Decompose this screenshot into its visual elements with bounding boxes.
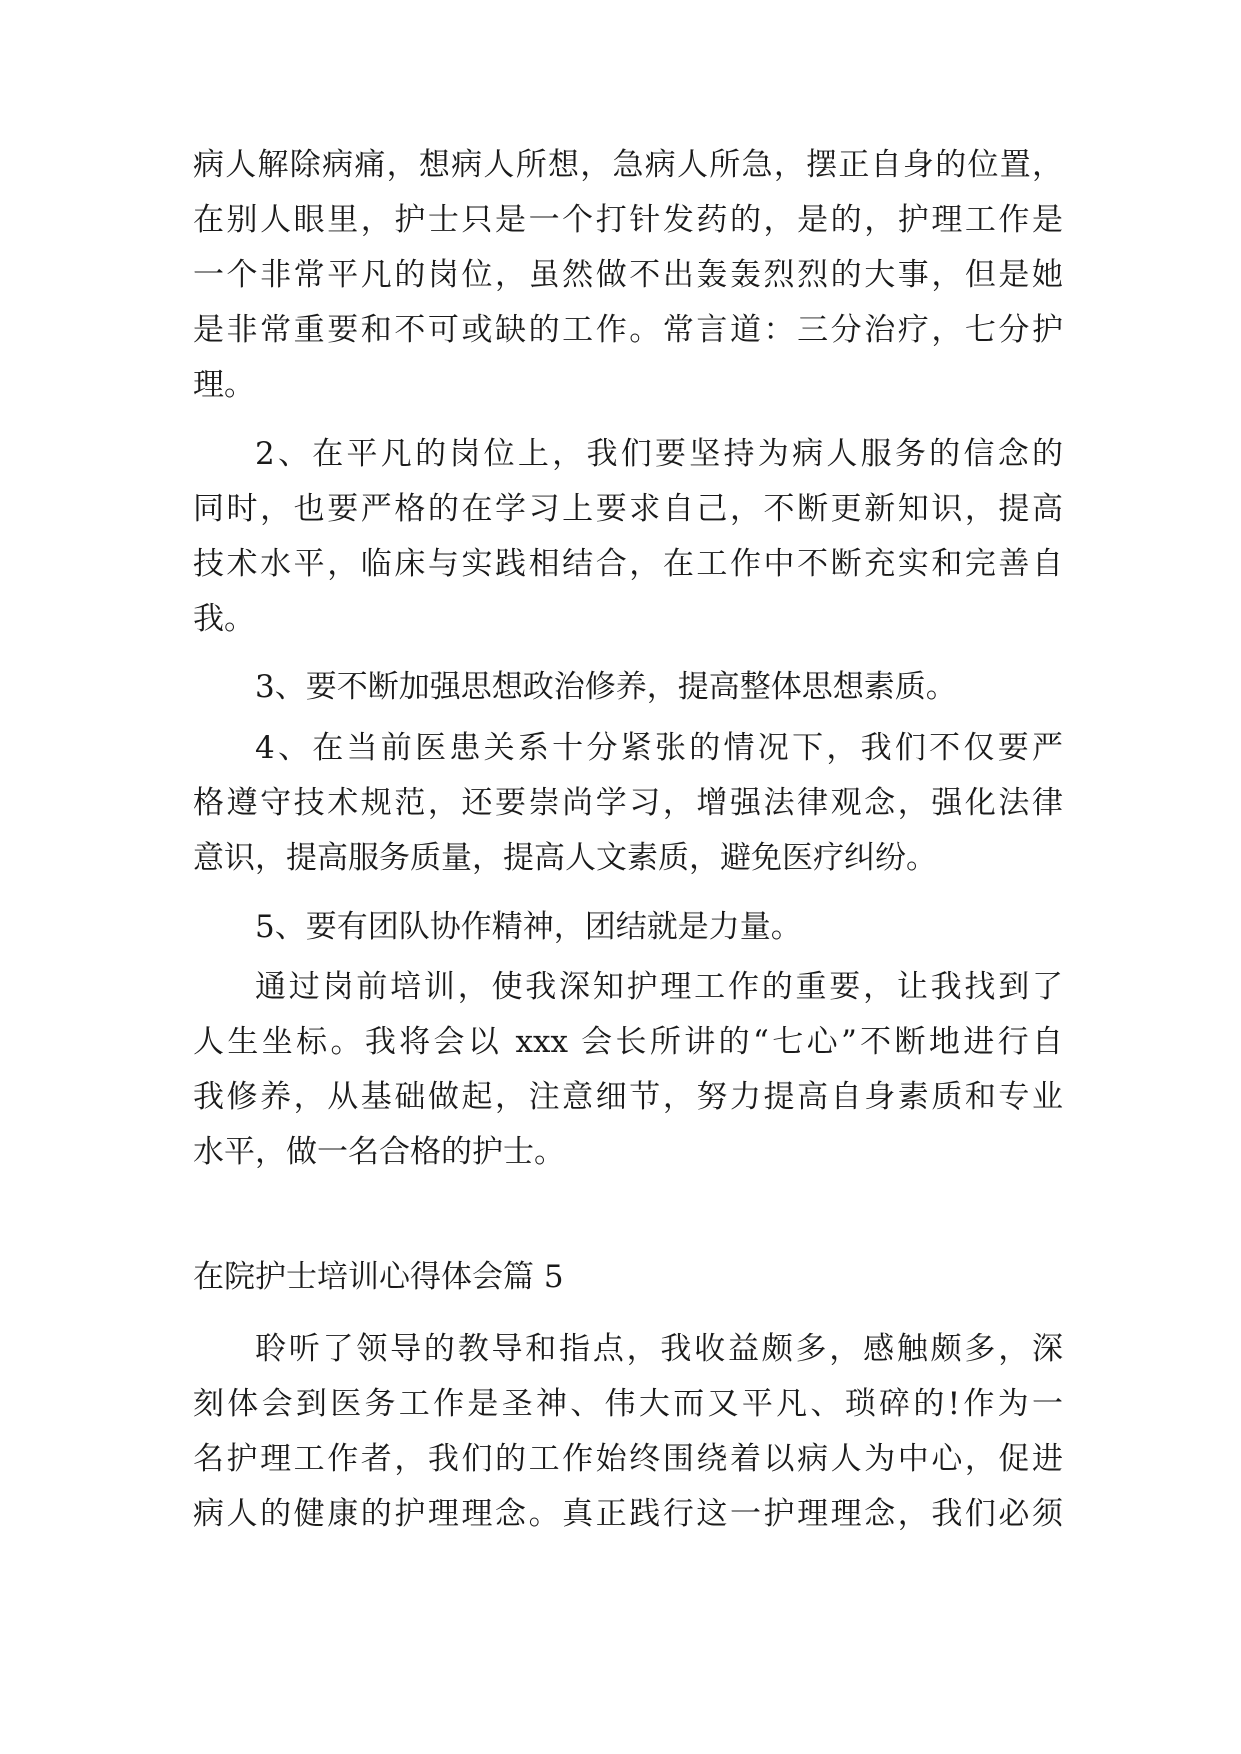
paragraph-line: 5、要有团队协作精神，团结就是力量。 — [255, 909, 802, 945]
paragraph-line: 4、在当前医患关系十分紧张的情况下，我们不仅要严 — [255, 730, 1063, 766]
paragraph-line: 病人的健康的护理理念。真正践行这一护理理念，我们必须 — [193, 1496, 1063, 1532]
paragraph-line: 同时，也要严格的在学习上要求自己，不断更新知识，提高 — [193, 491, 1063, 527]
paragraph-line: 刻体会到医务工作是圣神、伟大而又平凡、琐碎的!作为一 — [193, 1386, 1063, 1422]
paragraph-line: 水平，做一名合格的护士。 — [193, 1134, 565, 1170]
paragraph-line: 一个非常平凡的岗位，虽然做不出轰轰烈烈的大事，但是她 — [193, 257, 1063, 293]
paragraph-line: 理。 — [193, 367, 255, 403]
paragraph-line: 人生坐标。我将会以 xxx 会长所讲的“七心”不断地进行自 — [193, 1024, 1063, 1060]
paragraph-line: 名护理工作者，我们的工作始终围绕着以病人为中心，促进 — [193, 1441, 1063, 1477]
paragraph-line: 病人解除病痛，想病人所想，急病人所急，摆正自身的位置， — [193, 147, 1063, 183]
paragraph-line: 格遵守技术规范，还要崇尚学习，增强法律观念，强化法律 — [193, 785, 1063, 821]
paragraph-line: 聆听了领导的教导和指点，我收益颇多，感触颇多，深 — [255, 1331, 1063, 1367]
paragraph-line: 我修养，从基础做起，注意细节，努力提高自身素质和专业 — [193, 1079, 1063, 1115]
paragraph-line: 意识，提高服务质量，提高人文素质，避免医疗纠纷。 — [193, 840, 937, 876]
paragraph-line: 2、在平凡的岗位上，我们要坚持为病人服务的信念的 — [255, 436, 1063, 472]
paragraph-line: 是非常重要和不可或缺的工作。常言道：三分治疗，七分护 — [193, 312, 1063, 348]
paragraph-line: 技术水平，临床与实践相结合，在工作中不断充实和完善自 — [193, 546, 1063, 582]
paragraph-line: 我。 — [193, 601, 255, 637]
paragraph-line: 通过岗前培训，使我深知护理工作的重要，让我找到了 — [255, 969, 1063, 1005]
paragraph-line: 3、要不断加强思想政治修养，提高整体思想素质。 — [255, 669, 957, 705]
section-heading: 在院护士培训心得体会篇 5 — [193, 1259, 564, 1295]
paragraph-line: 在别人眼里，护士只是一个打针发药的，是的，护理工作是 — [193, 202, 1063, 238]
